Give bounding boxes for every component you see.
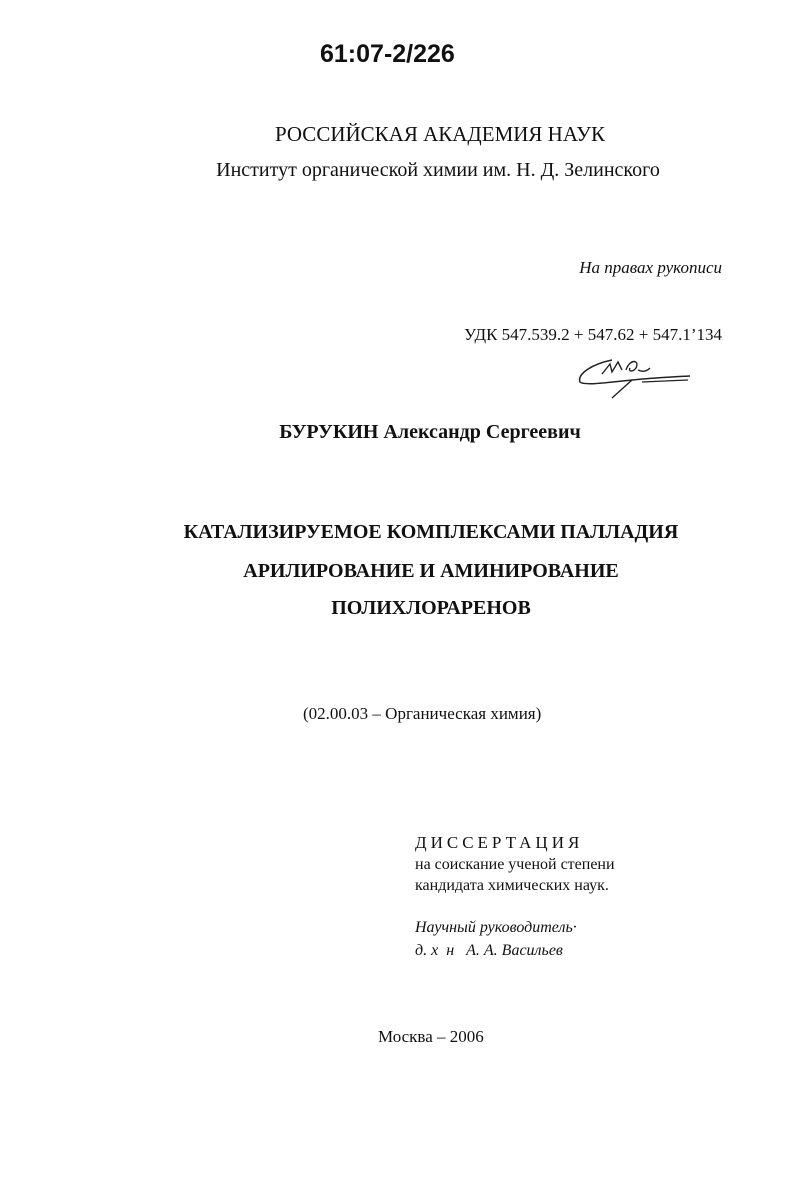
title-line-1: КАТАЛИЗИРУЕМОЕ КОМПЛЕКСАМИ ПАЛЛАДИЯ bbox=[183, 521, 679, 543]
title-line-3: ПОЛИХЛОРАРЕНОВ bbox=[331, 597, 531, 619]
degree-line-1: на соискание ученой степени bbox=[415, 856, 615, 873]
catalog-code: 61:07-2/226 bbox=[320, 40, 455, 68]
supervisor-label: Научный руководитель· bbox=[415, 919, 577, 936]
degree-type: ДИССЕРТАЦИЯ bbox=[415, 833, 584, 852]
rights-note: На правах рукописи bbox=[579, 258, 722, 277]
supervisor-name: д. х н А. А. Васильев bbox=[415, 942, 563, 959]
place-year: Москва – 2006 bbox=[378, 1027, 484, 1046]
udk-code: УДК 547.539.2 + 547.62 + 547.1’134 bbox=[464, 325, 722, 344]
signature bbox=[572, 352, 694, 400]
author-name: БУРУКИН Александр Сергеевич bbox=[279, 421, 581, 443]
specialty: (02.00.03 – Органическая химия) bbox=[303, 704, 542, 723]
title-line-2: АРИЛИРОВАНИЕ И АМИНИРОВАНИЕ bbox=[243, 560, 619, 582]
degree-line-2: кандидата химических наук. bbox=[415, 877, 609, 894]
organization: РОССИЙСКАЯ АКАДЕМИЯ НАУК bbox=[274, 122, 606, 146]
institute: Институт органической химии им. Н. Д. Зелинского bbox=[216, 159, 660, 181]
